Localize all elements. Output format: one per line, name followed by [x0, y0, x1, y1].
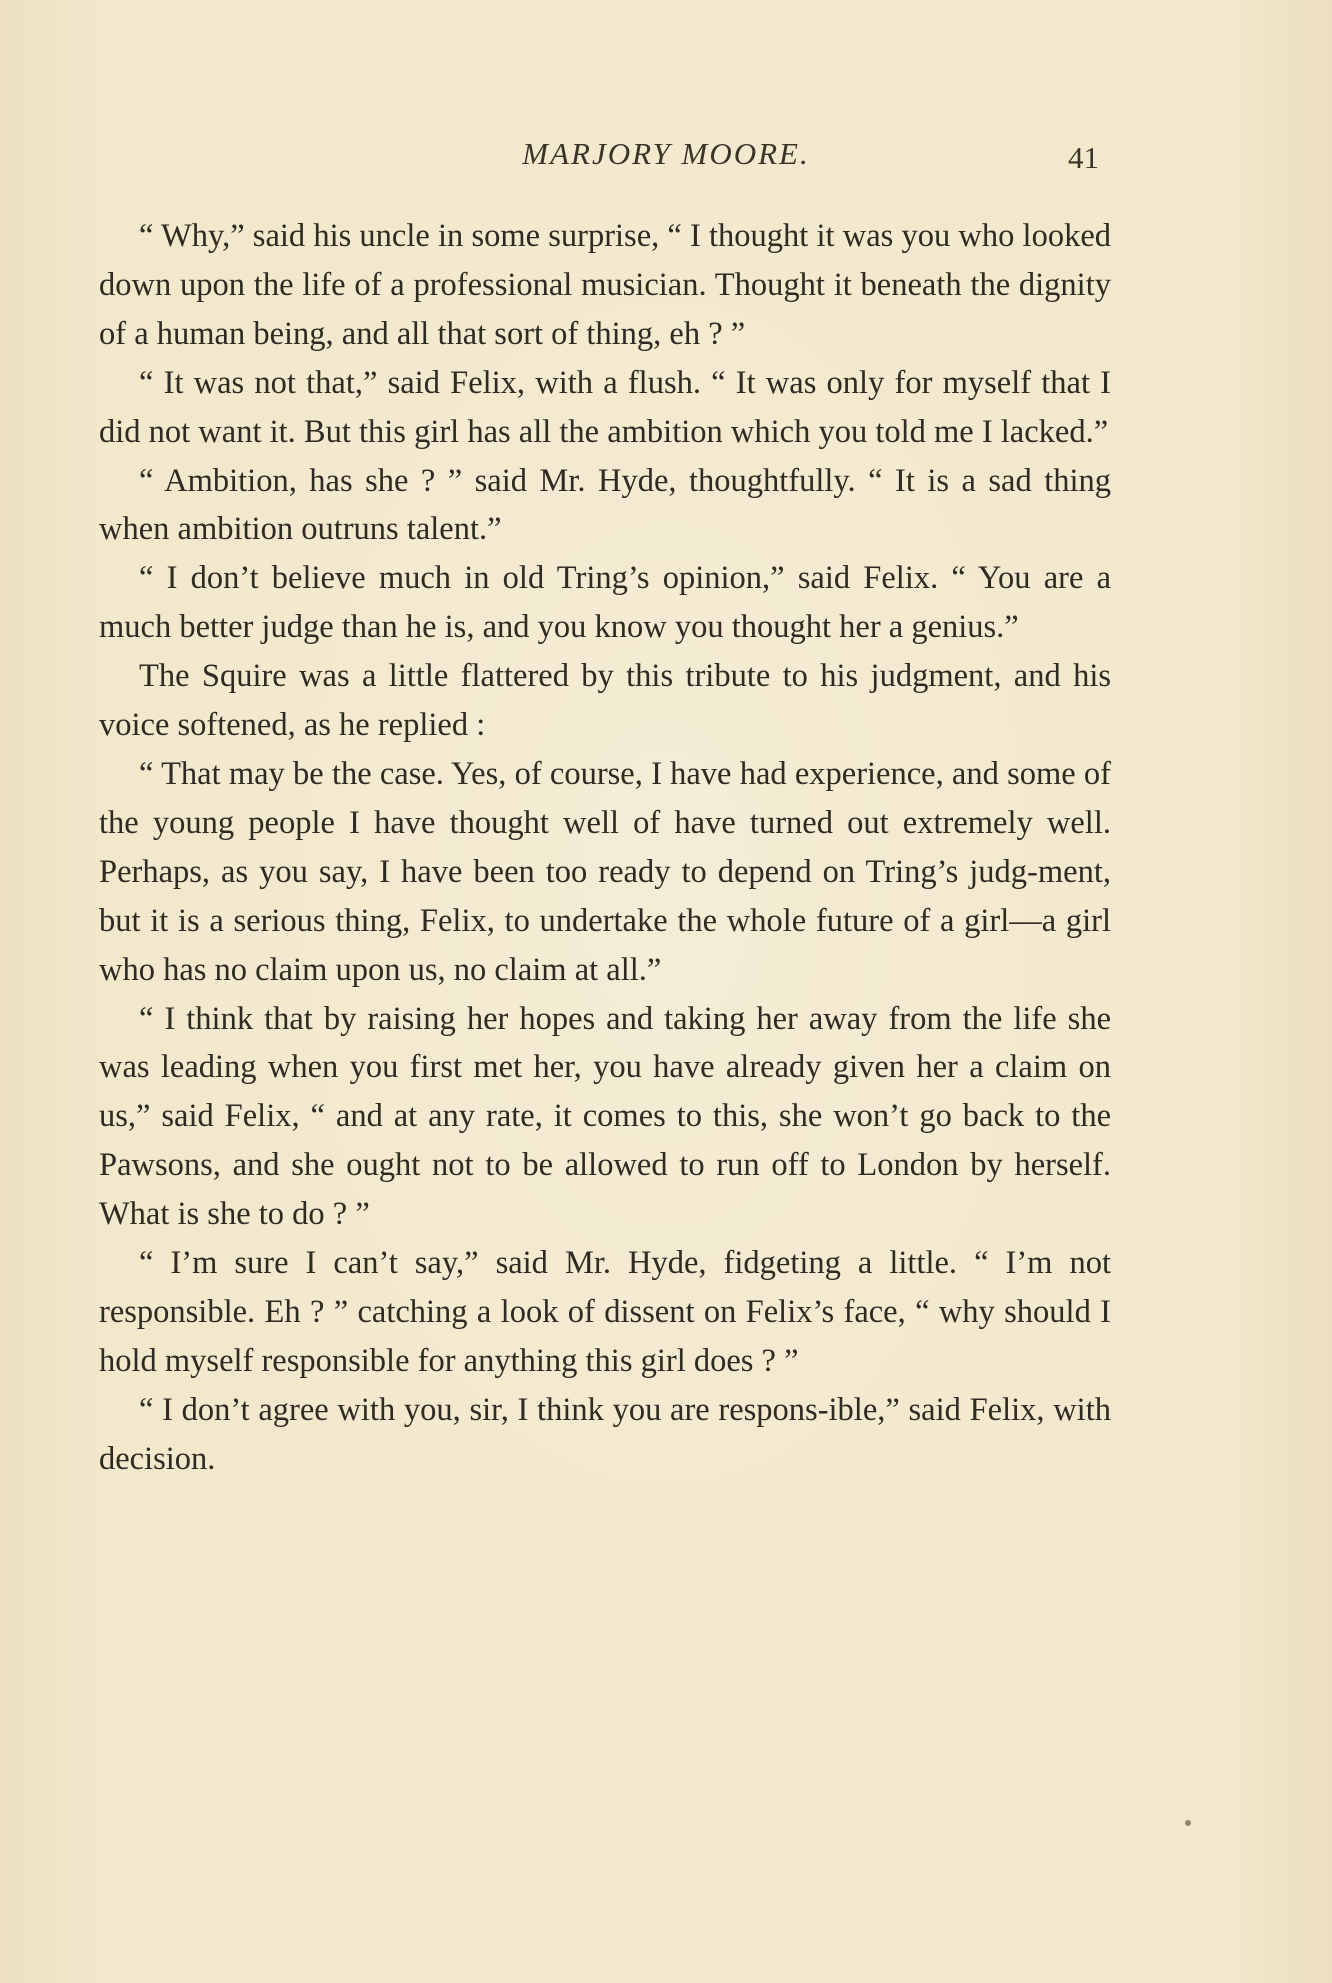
paragraph: “ I think that by raising her hopes and taking her away from the life she was leading when you first met her, you have already given her a claim on us,” said Felix, “ and at any rate, it comes to this, she won’t go back to the Pawsons, and she ought not to be allowed to run off to London by herself. What is she to do ? ” — [99, 1000, 1111, 1233]
paragraph: “ I don’t agree with you, sir, I think you are respons-ible,” said Felix, with decision. — [99, 1391, 1111, 1477]
paragraph: “ I don’t believe much in old Tring’s opinion,” said Felix. “ You are a much better judge than he is, and you know you thought her a genius.” — [99, 560, 1111, 646]
paragraph: “ That may be the case. Yes, of course, I have had experience, and some of the young people I have thought well of have turned out extremely well. Perhaps, as you say, I have been too ready to depend on Tring’s judg-ment, but it is a serious thing, Felix, to undertake the whole future of a girl—a girl who has no claim upon us, no claim at all.” — [99, 755, 1111, 988]
page-number: 41 — [1068, 140, 1099, 175]
paper-speck — [1185, 1820, 1191, 1826]
body-text — [99, 212, 1111, 1484]
running-title: MARJORY MOORE. — [522, 136, 810, 171]
paragraph: “ I’m sure I can’t say,” said Mr. Hyde, fidgeting a little. “ I’m not responsible. Eh ? ” catching a look of dissent on Felix’s face, “ why should I hold myself responsible for anything this girl does ? ” — [99, 1245, 1111, 1379]
paragraph: “ Ambition, has she ? ” said Mr. Hyde, thoughtfully. “ It is a sad thing when ambition outruns talent.” — [99, 462, 1111, 548]
paragraph: “ It was not that,” said Felix, with a flush. “ It was only for myself that I did not want it. But this girl has all the ambition which you told me I lacked.” — [99, 364, 1111, 450]
paragraph: The Squire was a little flattered by this tribute to his judgment, and his voice softened, as he replied : — [99, 658, 1111, 744]
paragraph: “ Why,” said his uncle in some surprise, “ I thought it was you who looked down upon the life of a professional musician. Thought it beneath the dignity of a human being, and all that sort of thing, eh ? ” — [99, 218, 1111, 352]
page-header — [0, 136, 1332, 176]
